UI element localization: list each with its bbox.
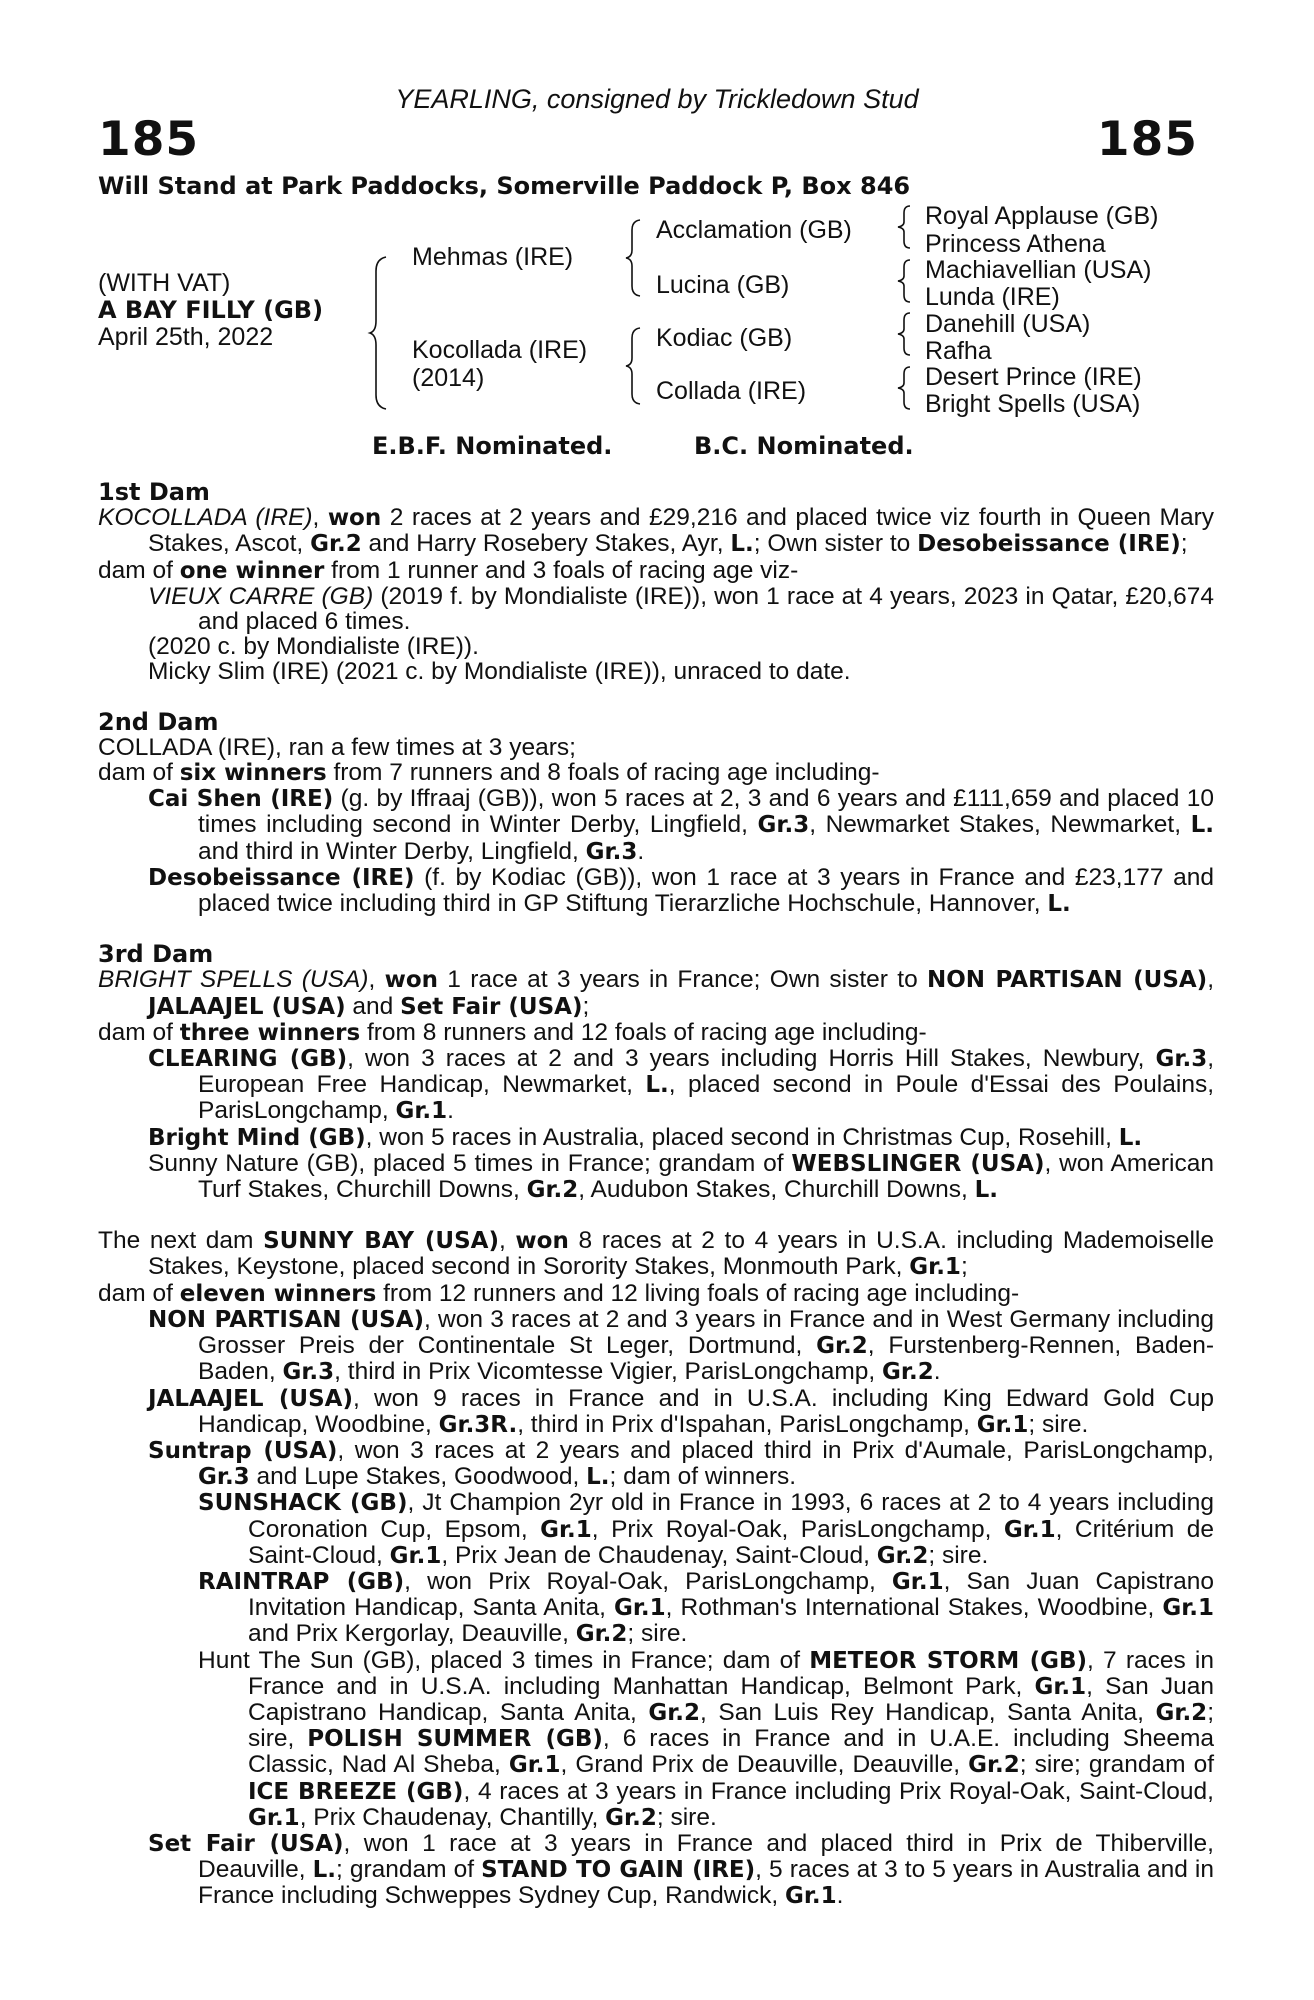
second-dam-record: COLLADA (IRE), ran a few times at 3 years; (98, 733, 576, 761)
first-dam-produce-summary: dam of one winner from 1 runner and 3 foals of racing age viz- (98, 556, 799, 584)
pedigree-sire-sire: Acclamation (GB) (656, 216, 852, 244)
horse-name: A BAY FILLY (GB) (98, 296, 324, 324)
foaling-date: April 25th, 2022 (98, 323, 274, 351)
produce-non-partisan: NON PARTISAN (USA), won 3 races at 2 and 3 years in France and in West Germany including Grosser Preis der Continentale St Leger, Dortmund, Gr.2, Furstenberg-Rennen, Baden-Baden, Gr.3, third in Prix Vicomtesse Vigier, ParisLongchamp, Gr.2. (148, 1305, 1215, 1386)
pedigree-dam: Kocollada (IRE) (412, 336, 588, 364)
produce-suntrap: Suntrap (USA), won 3 races at 2 years and placed third in Prix d'Aumale, ParisLongchamp, Gr.3 and Lupe Stakes, Goodwood, L.; dam of winners. (148, 1436, 1214, 1491)
vat-note: (WITH VAT) (98, 269, 231, 297)
pedigree-bracket-sd (898, 258, 914, 304)
pedigree-dam-year: (2014) (412, 364, 485, 392)
produce-desobeissance: Desobeissance (IRE) (f. by Kodiac (GB)), won 1 race at 3 years in France and £23,177 and placed twice including third in GP Stiftung Tierarzliche Hochschule, Hannover, L. (148, 863, 1214, 918)
ebf-nominated: E.B.F. Nominated. (372, 432, 613, 460)
produce-sunshack: SUNSHACK (GB), Jt Champion 2yr old in France in 1993, 6 races at 2 to 4 years including Coronation Cup, Epsom, Gr.1, Prix Royal-Oak, ParisLongchamp, Gr.1, Critérium de Saint-Cloud, Gr.1, Prix Jean de Chaudenay, Saint-Cloud, Gr.2; sire. (198, 1489, 1214, 1569)
produce-vieux-carre: VIEUX CARRE (GB) (2019 f. by Mondialiste (IRE)), won 1 race at 4 years, 2023 in Qatar, £20,674 and placed 6 times. (148, 582, 1214, 636)
produce-raintrap: RAINTRAP (GB), won Prix Royal-Oak, ParisLongchamp, Gr.1, San Juan Capistrano Invitation Handicap, Santa Anita, Gr.1, Rothman's International Stakes, Woodbine, Gr.1 and Prix Kergorlay, Deauville, Gr.2; sire. (198, 1567, 1215, 1648)
pedigree-gen3-2: Princess Athena (925, 230, 1106, 258)
second-dam-heading: 2nd Dam (98, 707, 219, 736)
pedigree-bracket-ds (898, 311, 914, 357)
consignment-line: YEARLING, consigned by Trickledown Stud (395, 84, 919, 114)
pedigree-gen3-4: Lunda (IRE) (925, 283, 1060, 311)
pedigree-bracket-dd (898, 365, 914, 411)
produce-sunny-nature: Sunny Nature (GB), placed 5 times in France; grandam of WEBSLINGER (USA), won American Turf Stakes, Churchill Downs, Gr.2, Audubon Stakes, Churchill Downs, L. (148, 1149, 1215, 1204)
produce-set-fair: Set Fair (USA), won 1 race at 3 years in France and placed third in Prix de Thiberville, Deauville, L.; grandam of STAND TO GAIN (IRE), 5 races at 3 to 5 years in Australia and in France including Schweppes Sydney Cup, Randwick, Gr.1. (148, 1829, 1214, 1910)
pedigree-gen3-3: Machiavellian (USA) (925, 256, 1152, 284)
pedigree-bracket-dam (626, 326, 644, 406)
catalogue-body (98, 480, 1214, 1910)
second-dam-produce-summary: dam of six winners from 7 runners and 8 foals of racing age including- (98, 759, 880, 787)
pedigree-sire-dam: Lucina (GB) (656, 271, 790, 299)
pedigree-gen3-6: Rafha (925, 337, 992, 365)
pedigree-dam-sire: Kodiac (GB) (656, 324, 793, 352)
pedigree-sire: Mehmas (IRE) (412, 243, 574, 271)
produce-2020-colt: (2020 c. by Mondialiste (IRE)). (148, 633, 479, 661)
third-dam-heading: 3rd Dam (98, 940, 214, 969)
pedigree-gen3-5: Danehill (USA) (925, 310, 1091, 338)
pedigree-bracket-ss (898, 204, 914, 250)
bc-nominated: B.C. Nominated. (694, 432, 914, 460)
produce-cai-shen: Cai Shen (IRE) (g. by Iffraaj (GB)), won 5 races at 2, 3 and 6 years and £111,659 and placed 10 times including second in Winter Derby, Lingfield, Gr.3, Newmarket Stakes, Newmarket, L. and third in Winter Derby, Lingfield, Gr.3. (148, 785, 1215, 865)
first-dam-heading: 1st Dam (98, 478, 210, 506)
next-dam-record: The next dam SUNNY BAY (USA), won 8 races at 2 to 4 years in U.S.A. including Mademoiselle Stakes, Keystone, placed second in Sorority Stakes, Monmouth Park, Gr.1; (98, 1227, 1214, 1281)
third-dam-produce-summary: dam of three winners from 8 runners and 12 foals of racing age including- (98, 1018, 927, 1046)
third-dam-record: BRIGHT SPELLS (USA), won 1 race at 3 years in France; Own sister to NON PARTISAN (USA), JALAAJEL (USA) and Set Fair (USA); (98, 966, 1215, 1020)
produce-hunt-the-sun: Hunt The Sun (GB), placed 3 times in France; dam of METEOR STORM (GB), 7 races in France and in U.S.A. including Manhattan Handicap, Belmont Park, Gr.1, San Juan Capistrano Handicap, Santa Anita, Gr.2, San Luis Rey Handicap, Santa Anita, Gr.2; sire, POLISH SUMMER (GB), 6 races in France and in U.A.E. including Sheema Classic, Nad Al Sheba, Gr.1, Grand Prix de Deauville, Deauville, Gr.2; sire; grandam of ICE BREEZE (GB), 4 races at 3 years in France including Prix Royal-Oak, Saint-Cloud, Gr.1, Prix Chaudenay, Chantilly, Gr.2; sire. (198, 1646, 1215, 1831)
first-dam-record: KOCOLLADA (IRE), won 2 races at 2 years and £29,216 and placed twice viz fourth in Queen Mary Stakes, Ascot, Gr.2 and Harry Rosebery Stakes, Ayr, L.; Own sister to Desobeissance (IRE); (98, 504, 1214, 558)
pedigree-gen3-8: Bright Spells (USA) (925, 390, 1141, 418)
next-dam-produce-summary: dam of eleven winners from 12 runners and 12 living foals of racing age including- (98, 1279, 1020, 1307)
pedigree-gen3-7: Desert Prince (IRE) (925, 363, 1142, 391)
produce-micky-slim: Micky Slim (IRE) (2021 c. by Mondialiste (IRE)), unraced to date. (148, 658, 851, 686)
pedigree-dam-dam: Collada (IRE) (656, 377, 807, 405)
pedigree-gen3-1: Royal Applause (GB) (925, 202, 1159, 230)
pedigree-bracket-sire (626, 218, 644, 298)
produce-jalaajel: JALAAJEL (USA), won 9 races in France and in U.S.A. including King Edward Gold Cup Handicap, Woodbine, Gr.3R., third in Prix d'Ispahan, ParisLongchamp, Gr.1; sire. (148, 1384, 1214, 1438)
produce-bright-mind: Bright Mind (GB), won 5 races in Australia, placed second in Christmas Cup, Rosehill, L. (148, 1123, 1143, 1151)
stand-location: Will Stand at Park Paddocks, Somerville Paddock P, Box 846 (98, 172, 911, 200)
lot-number-left: 185 (98, 112, 200, 167)
produce-clearing: CLEARING (GB), won 3 races at 2 and 3 years including Horris Hill Stakes, Newbury, Gr.3, European Free Handicap, Newmarket, L., placed second in Poule d'Essai des Poulains, ParisLongchamp, Gr.1. (148, 1045, 1215, 1125)
lot-number-right: 185 (1096, 112, 1198, 167)
pedigree-bracket-gen1 (370, 255, 390, 410)
